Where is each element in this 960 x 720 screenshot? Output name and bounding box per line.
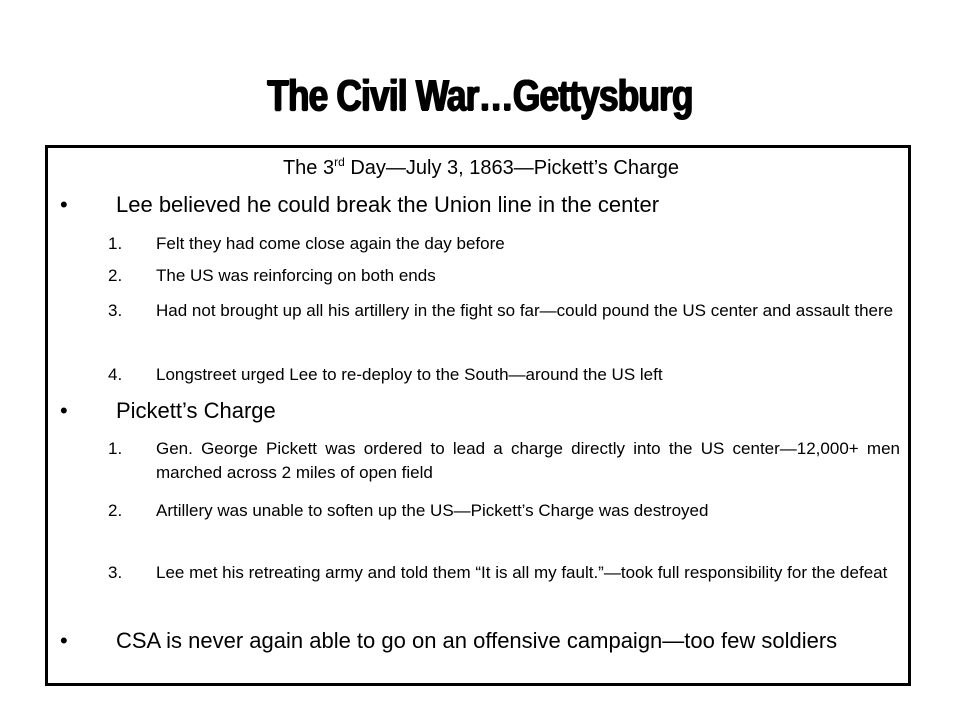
list-item-text: Artillery was unable to soften up the US—Pickett’s Charge was destroyed — [156, 501, 709, 520]
bullet-icon: • — [60, 398, 68, 423]
list-item-number: 3. — [108, 563, 123, 582]
list-item-number: 2. — [108, 266, 123, 285]
list-item-number: 1. — [108, 234, 123, 253]
subtitle — [48, 155, 914, 181]
list-item-number: 4. — [108, 365, 123, 384]
bullet-text: Lee believed he could break the Union line in the center — [116, 192, 660, 217]
bullet-text: Pickett’s Charge — [116, 398, 276, 423]
list-item-number: 3. — [108, 301, 123, 320]
subtitle-suffix: Day—July 3, 1863—Pickett’s Charge — [344, 157, 680, 179]
list-item-text: Had not brought up all his artillery in the fight so far—could pound the US center and assault there — [156, 301, 894, 320]
slide-title: The Civil War…Gettysburg — [267, 71, 693, 120]
list-item-text: Lee met his retreating army and told them “It is all my fault.”—took full responsibility for the defeat — [156, 563, 888, 582]
list-item-text: Felt they had come close again the day before — [156, 234, 505, 253]
list-item-number: 2. — [108, 501, 123, 520]
bullet-text: CSA is never again able to go on an offensive campaign—too few soldiers — [116, 628, 838, 653]
list-item-number: 1. — [108, 439, 123, 458]
bullet-icon: • — [60, 192, 68, 217]
content-box — [45, 145, 911, 686]
bullet-icon: • — [60, 628, 68, 653]
list-item-text: Gen. George Pickett was ordered to lead a charge directly into the US center—12,000+ men marched across 2 miles of open field — [156, 439, 900, 482]
list-item-text: Longstreet urged Lee to re-deploy to the South—around the US left — [156, 365, 663, 384]
list-item-text: The US was reinforcing on both ends — [156, 266, 436, 285]
subtitle-superscript: rd — [334, 155, 345, 169]
subtitle-prefix: The 3 — [282, 157, 335, 179]
